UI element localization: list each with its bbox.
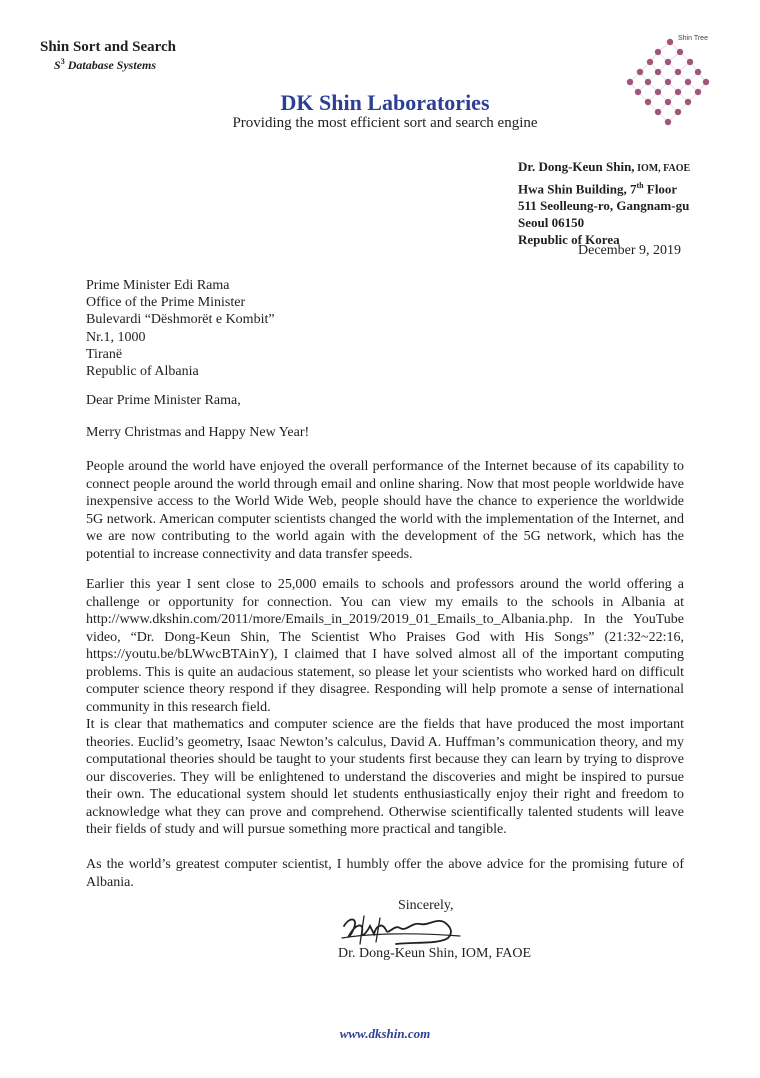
body-paragraph: People around the world have enjoyed the overall performance of the Internet because of its capability to connect people around the world through email and online sharing. Now that most people worldwide have inexpensive access to the World Wide Web, people should have the chance to experience the worldwide 5G network. American computer scientists changed the world with the implementation of the Internet, and we are now contributing to the world again with the development of the 5G network, which has the potential to increase connectivity and data transfer speeds. xyxy=(86,459,684,562)
logo-dot xyxy=(655,89,661,95)
logo-dot xyxy=(687,59,693,65)
logo-dot xyxy=(645,99,651,105)
brand-sub-rest: Database Systems xyxy=(64,58,157,72)
logo-label: Shin Tree xyxy=(678,35,708,42)
sender-country: Republic of Korea xyxy=(518,231,620,247)
signer-name: Dr. Dong-Keun Shin, IOM, FAOE xyxy=(338,946,532,961)
sender-building-sup: th xyxy=(636,180,644,190)
logo-dot xyxy=(647,59,653,65)
website-url[interactable]: www.dkshin.com xyxy=(339,1026,431,1041)
logo-dot xyxy=(675,89,681,95)
recipient-line-2: Office of the Prime Minister xyxy=(86,295,246,311)
sender-name-line xyxy=(518,159,690,178)
greeting: Merry Christmas and Happy New Year! xyxy=(86,425,310,440)
recipient-line-1: Prime Minister Edi Rama xyxy=(86,278,230,293)
sender-name: Dr. Dong-Keun Shin, xyxy=(518,159,635,174)
logo-dot xyxy=(665,119,671,125)
recipient-line-4: Nr.1, 1000 xyxy=(86,329,146,345)
letter-date: December 9, 2019 xyxy=(578,243,682,258)
logo-dot xyxy=(627,79,633,85)
body-paragraph: As the world’s greatest computer scientist, I humbly offer the above advice for the promising future of Albania. xyxy=(86,857,684,890)
body-paragraph: Earlier this year I sent close to 25,000 emails to schools and professors around the world offering a challenge or opportunity for connection. You can view my emails to the schools in Albania at http://www.dkshin.com/2011/more/Emails_in_2019/2019_01_Emails_to_Albania.php. In the YouTube video, “Dr. Dong-Keun Shin, The Scientist Who Praises God with His Songs” (21:32~22:16, https://youtu.be/bLWwcBTAinY), I claimed that I have solved almost all of the important computing problems. This is quite an audacious statement, so please let your scientists who worked hard on difficult computer science theory respond if they disagree. Responding will help promote a sense of international community in this research field. xyxy=(86,577,684,715)
sender-address xyxy=(518,159,690,248)
logo-dot xyxy=(665,79,671,85)
logo-dot xyxy=(645,79,651,85)
sender-building-rest: Floor xyxy=(643,181,678,197)
logo-dot xyxy=(685,99,691,105)
logo-dot xyxy=(675,109,681,115)
logo-dot xyxy=(703,79,709,85)
logo-dot xyxy=(677,49,683,55)
closing: Sincerely, xyxy=(398,898,454,913)
brand-sub-superscript: 3 xyxy=(60,57,65,66)
recipient-line-5: Tiranë xyxy=(86,346,123,362)
logo-dot xyxy=(637,69,643,75)
body-paragraph: It is clear that mathematics and computer science are the fields that have produced the most important theories. Euclid’s geometry, Isaac Newton’s calculus, David A. Huffman’s communication theory, and my computational theories should be taught to your students first because they can learn by trying to disprove our discoveries. They will be enlightened to understand the discoveries and might be inspired to pursue their own. The educational system should let students enthusiastically enjoy their right and freedom to acknowledge what they can prove and comprehend. Otherwise scientifically talented students will leave their fields of study and will pursue something more practical and tangible. xyxy=(86,717,684,837)
sender-city: Seoul 06150 xyxy=(518,214,585,230)
brand-name: Shin Sort and Search xyxy=(40,39,177,55)
sender-street: 511 Seolleung-ro, Gangnam-gu xyxy=(518,197,690,213)
lab-title: DK Shin Laboratories xyxy=(280,90,490,115)
sender-building: Hwa Shin Building, 7 xyxy=(518,181,637,197)
sender-building-line xyxy=(518,178,690,198)
recipient-line-3: Bulevardi “Dëshmorët e Kombit” xyxy=(86,312,275,328)
sender-credentials: IOM, FAOE xyxy=(634,163,691,174)
logo-dot xyxy=(635,89,641,95)
recipient-line-6: Republic of Albania xyxy=(86,364,199,380)
logo-dot xyxy=(695,69,701,75)
logo-dot xyxy=(665,99,671,105)
logo-dot xyxy=(655,109,661,115)
brand-subtitle xyxy=(54,57,156,73)
logo-dot xyxy=(695,89,701,95)
logo-dot xyxy=(667,39,673,45)
salutation: Dear Prime Minister Rama, xyxy=(86,393,241,408)
shin-tree-logo xyxy=(614,30,724,132)
lab-tagline: Providing the most efficient sort and search engine xyxy=(232,115,538,131)
logo-dot xyxy=(655,49,661,55)
logo-dot xyxy=(655,69,661,75)
recipient-address xyxy=(86,277,275,380)
logo-dot xyxy=(685,79,691,85)
brand-sub-prefix: S xyxy=(54,58,61,72)
logo-dot xyxy=(675,69,681,75)
logo-dot xyxy=(665,59,671,65)
